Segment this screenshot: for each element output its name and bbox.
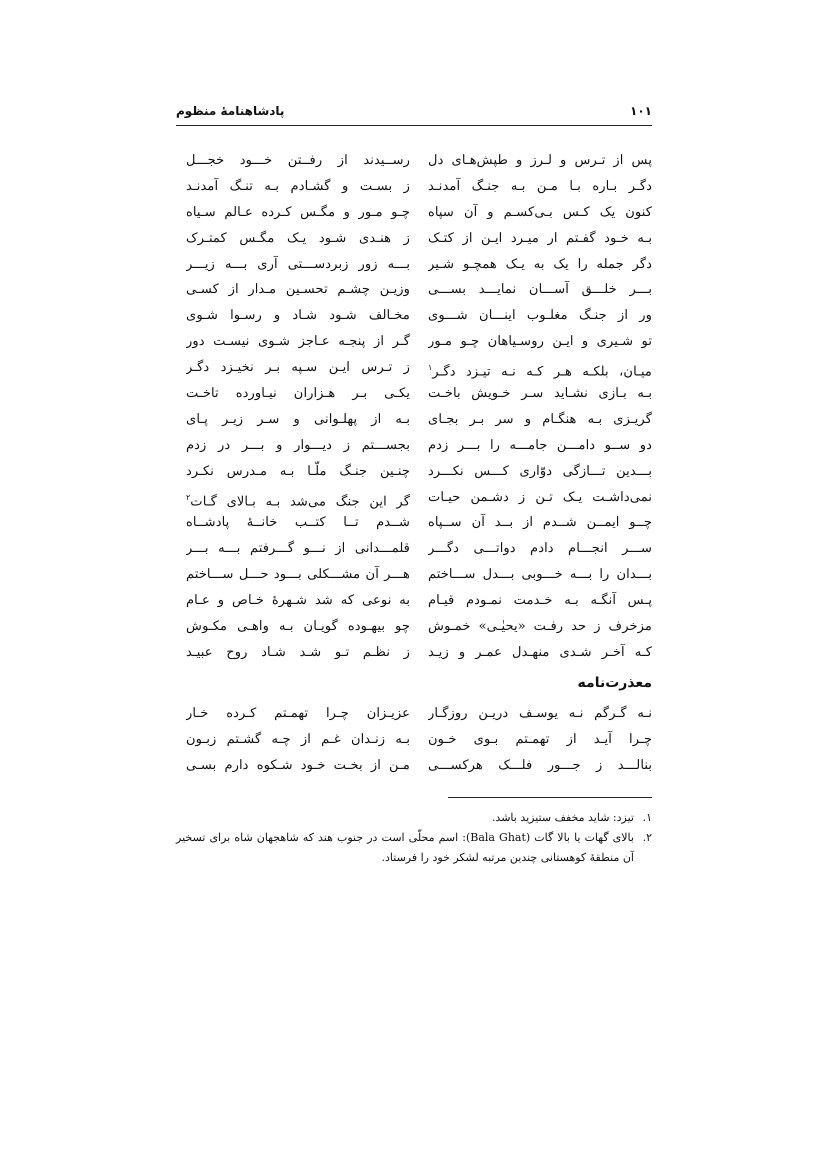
couplet bbox=[176, 331, 652, 357]
hemistich-right: بنالـــد ز جـــور فلـــک هرکســـی bbox=[428, 757, 652, 773]
couplet bbox=[176, 383, 652, 409]
couplet bbox=[176, 538, 652, 564]
hemistich-right: نـه گـرگم نـه یوسـف دریـن روزگـار bbox=[428, 706, 652, 721]
hemistich-left: بـه زنـدان غـم از چـه گشـتم زبـون bbox=[186, 731, 410, 747]
hemistich-left: ز نظـم تـو شـد شـاد روح عبیـد bbox=[186, 644, 410, 660]
couplet bbox=[176, 150, 652, 176]
couplet bbox=[176, 755, 652, 781]
hemistich-left: بـه از پهلـوانی و سـر زیـر پـای bbox=[186, 411, 410, 427]
hemistich-right: بـــدان را بـــه خـــوبی بـــدل ســـاختم bbox=[428, 567, 652, 583]
hemistich-right: دگـر بـاره بـا مـن بـه جنـگ آمدنـد bbox=[428, 178, 652, 194]
page-number: ۱۰۱ bbox=[630, 104, 652, 118]
hemistich-left: یکـی بـر هـزاران نیـاورده تاخـت bbox=[186, 386, 410, 402]
hemistich-left: شــدم تــا کتــب خانــهٔ پادشــاه bbox=[186, 515, 410, 531]
hemistich-left: ز تـرس ایـن سـپه بـر نخیـزد دگـر bbox=[186, 360, 410, 376]
hemistich-right: بـــدین تـــازگی دوّاری کـــس نکـــرد bbox=[428, 463, 652, 479]
hemistich-text: میـان، بلکـه هـر کـه نـه تیـزد دگـر bbox=[432, 364, 652, 380]
hemistich-right: چــو ایمــن شــدم از بــد آن ســپاه bbox=[428, 515, 652, 531]
couplet bbox=[176, 729, 652, 755]
hemistich-right: بـه خـود گفـتم ار میـرد ایـن از کتـک bbox=[428, 230, 652, 246]
header-rule bbox=[176, 125, 652, 126]
couplet bbox=[176, 228, 652, 254]
hemistich-right: بـه بـازی نشـاید سـر خـویش باخـت bbox=[428, 386, 652, 402]
hemistich-right bbox=[428, 357, 652, 383]
hemistich-left: بـــه زور زبردســـتی آرى بـــه زیـــر bbox=[186, 256, 410, 272]
hemistich-left: چـو مـور و مگـس کـرده عـالم سـیاه bbox=[186, 204, 410, 220]
hemistich-left: هـــر آن مشـــکلی بـــود حـــل ســـاختم bbox=[186, 567, 410, 583]
footnote-rule bbox=[448, 797, 652, 798]
couplet bbox=[176, 487, 652, 513]
hemistich-right: پـس آنگـه بـه خـدمت نمـودم قیـام bbox=[428, 593, 652, 609]
hemistich-text: گر این جنگ می‌شد بـه بـالای گـات bbox=[190, 493, 410, 509]
footnotes bbox=[176, 808, 652, 868]
hemistich-left: مخـالف شـود شـاد و رسـوا شـوی bbox=[186, 308, 410, 324]
couplet bbox=[176, 590, 652, 616]
hemistich-left: مـن از بخـت خـود شـکوه دارم بسـی bbox=[186, 757, 410, 773]
apology-poem bbox=[176, 703, 652, 781]
couplet bbox=[176, 279, 652, 305]
hemistich-left: به نوعی که شد شـهرهٔ خـاص و عـام bbox=[186, 593, 410, 609]
couplet bbox=[176, 512, 652, 538]
hemistich-right: دگر جمله را یک به یـک همچـو شـیر bbox=[428, 256, 652, 272]
hemistich-right: کـه آخـر شـدی منهـدل عمـر و زیـد bbox=[428, 644, 652, 660]
couplet bbox=[176, 357, 652, 383]
footnote-text: تیزد: شاید مخفف ستیزید باشد. bbox=[491, 811, 634, 824]
footnote-number: ۱. bbox=[642, 811, 652, 824]
hemistich-left: قلمـــدانی از نـــو گـــرفتم بـــه بـــر bbox=[186, 541, 410, 557]
footnote-marker: ۱ bbox=[428, 363, 433, 373]
couplet bbox=[176, 409, 652, 435]
hemistich-right: چـرا آیـد از تهمـتم بـوی خـون bbox=[428, 731, 652, 747]
running-title: پادشاهنامهٔ منظوم bbox=[176, 104, 285, 118]
hemistich-left: گـر از پنجـه عـاجز شـوی نیسـت دور bbox=[186, 334, 410, 350]
hemistich-right: ور از جنـگ مغلـوب اینـــان شـــوی bbox=[428, 308, 652, 324]
hemistich-right: دو ســو دامـــن جامـــه را بـــر زدم bbox=[428, 437, 652, 453]
footnote-marker: ۲ bbox=[186, 492, 191, 502]
section-heading: معذرت‌نامه bbox=[577, 675, 652, 691]
hemistich-right: ســـر انجـــام دادم دواتـــی دگـــر bbox=[428, 541, 652, 557]
hemistich-left: عزیـزان چـرا تهمـتم کـرده خـار bbox=[186, 706, 410, 721]
hemistich-left: چنـین جنـگ ملّـا بـه مـدرس نکـرد bbox=[186, 463, 410, 479]
page-header bbox=[176, 101, 652, 125]
couplet bbox=[176, 564, 652, 590]
main-poem bbox=[176, 150, 652, 668]
hemistich-left: رســیدند از رفــتن خـــود خجـــل bbox=[186, 153, 410, 168]
hemistich-right: گریـزی بـه هنگـام و سر بـر بجـای bbox=[428, 411, 652, 427]
hemistich-left: چو بیهـوده گویـان بـه واهـی مکـوش bbox=[186, 619, 410, 635]
footnote bbox=[176, 808, 652, 828]
footnote bbox=[176, 828, 652, 868]
hemistich-right: کنون یک کـس بـی‌کسـم و آن سپاه bbox=[428, 204, 652, 220]
hemistich-right: پس از تـرس و لـرز و طپش‌هـای دل bbox=[428, 153, 652, 168]
hemistich-left bbox=[186, 487, 410, 513]
couplet bbox=[176, 616, 652, 642]
hemistich-left: ز بسـت و گشـادم بـه تنـگ آمدنـد bbox=[186, 178, 410, 194]
couplet bbox=[176, 202, 652, 228]
couplet bbox=[176, 461, 652, 487]
couplet bbox=[176, 642, 652, 668]
hemistich-left: وزیـن چشـم تحسـین مـدار از کسـی bbox=[186, 282, 410, 298]
footnote-number: ۲. bbox=[642, 831, 652, 844]
hemistich-right: تو شـیری و ایـن روسـیاهان چـو مـور bbox=[428, 334, 652, 350]
hemistich-left: بجســـتم ز دیـــوار و بـــر در زدم bbox=[186, 437, 410, 453]
couplet bbox=[176, 254, 652, 280]
hemistich-right: نمی‌داشـت یـک تـن ز دشـمن حیـات bbox=[428, 489, 652, 505]
couplet bbox=[176, 703, 652, 729]
couplet bbox=[176, 435, 652, 461]
footnote-text: بالای گهات یا بالا گات (Bala Ghat): اسم محلّی است در جنوب هند که شاهجهان شاه برای تسخیر آن منطقهٔ کوهستانی چندین مرتبه لشکر خود را فرستاد. bbox=[176, 831, 634, 864]
couplet bbox=[176, 305, 652, 331]
hemistich-left: ز هنـدی شـود یـک مگـس کمتـرک bbox=[186, 230, 410, 246]
hemistich-right: مزخرف ز حد رفـت «یحیٰـی» خمـوش bbox=[428, 619, 652, 635]
couplet bbox=[176, 176, 652, 202]
hemistich-right: بـــر خلـــق آســـان نمایـــد بســـی bbox=[428, 282, 652, 298]
